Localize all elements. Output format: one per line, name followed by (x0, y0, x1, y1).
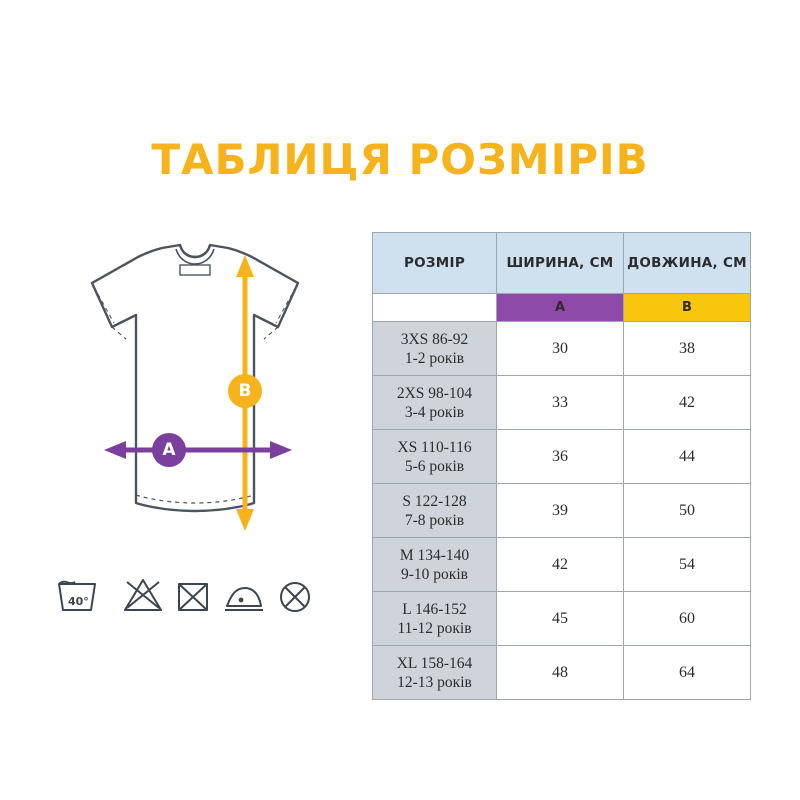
measurement-badge-a: A (152, 433, 186, 467)
size-label: XS 110-116 (397, 438, 472, 456)
cell-length: 38 (624, 322, 751, 376)
cell-size (373, 430, 497, 484)
svg-text:40°: 40° (68, 595, 89, 608)
cell-length: 54 (624, 538, 751, 592)
tshirt-illustration (30, 235, 360, 565)
age-label: 12-13 років (397, 673, 472, 691)
table-legend-row (373, 294, 751, 322)
measurement-badge-b: B (228, 374, 262, 408)
do-not-dry-clean-icon (281, 583, 309, 611)
size-label: M 134-140 (399, 546, 470, 564)
column-header-size: РОЗМІР (373, 233, 497, 294)
cell-length: 64 (624, 646, 751, 700)
cell-width: 48 (497, 646, 624, 700)
size-label: L 146-152 (402, 600, 467, 618)
cell-width: 39 (497, 484, 624, 538)
size-label: XL 158-164 (396, 654, 473, 672)
cell-width: 30 (497, 322, 624, 376)
cell-width: 33 (497, 376, 624, 430)
table-header (373, 233, 751, 322)
table-row (373, 592, 751, 646)
age-label: 9-10 років (401, 565, 468, 583)
cell-size (373, 484, 497, 538)
legend-a: A (497, 294, 624, 322)
table-row (373, 484, 751, 538)
table-header-row (373, 233, 751, 294)
cell-width: 45 (497, 592, 624, 646)
table-body (373, 322, 751, 700)
column-header-length: ДОВЖИНА, СМ (624, 233, 751, 294)
care-icons-svg (55, 572, 315, 618)
cell-size (373, 538, 497, 592)
care-instruction-icons (55, 572, 315, 618)
tshirt-drawing (30, 235, 360, 565)
column-header-width: ШИРИНА, СМ (497, 233, 624, 294)
age-label: 3-4 років (404, 403, 465, 421)
size-table (372, 232, 751, 700)
size-label: 2XS 98-104 (396, 384, 473, 402)
page-title: ТАБЛИЦЯ РОЗМІРІВ (151, 135, 649, 184)
size-label: 3XS 86-92 (400, 330, 469, 348)
cell-width: 42 (497, 538, 624, 592)
age-label: 1-2 років (404, 349, 465, 367)
iron-low-icon (225, 588, 263, 610)
cell-length: 44 (624, 430, 751, 484)
cell-width: 36 (497, 430, 624, 484)
cell-length: 60 (624, 592, 751, 646)
age-label: 7-8 років (404, 511, 465, 529)
wash-40-icon (59, 582, 95, 610)
legend-b: B (624, 294, 751, 322)
table-row (373, 538, 751, 592)
cell-size (373, 646, 497, 700)
cell-size (373, 592, 497, 646)
age-label: 11-12 років (397, 619, 472, 637)
table-row (373, 322, 751, 376)
do-not-bleach-icon (125, 580, 161, 610)
legend-blank (373, 294, 497, 322)
cell-length: 50 (624, 484, 751, 538)
do-not-tumble-dry-icon (179, 584, 207, 610)
table-row (373, 430, 751, 484)
cell-size (373, 376, 497, 430)
cell-length: 42 (624, 376, 751, 430)
table-row (373, 646, 751, 700)
age-label: 5-6 років (404, 457, 465, 475)
cell-size (373, 322, 497, 376)
size-label: S 122-128 (402, 492, 467, 510)
table-row (373, 376, 751, 430)
